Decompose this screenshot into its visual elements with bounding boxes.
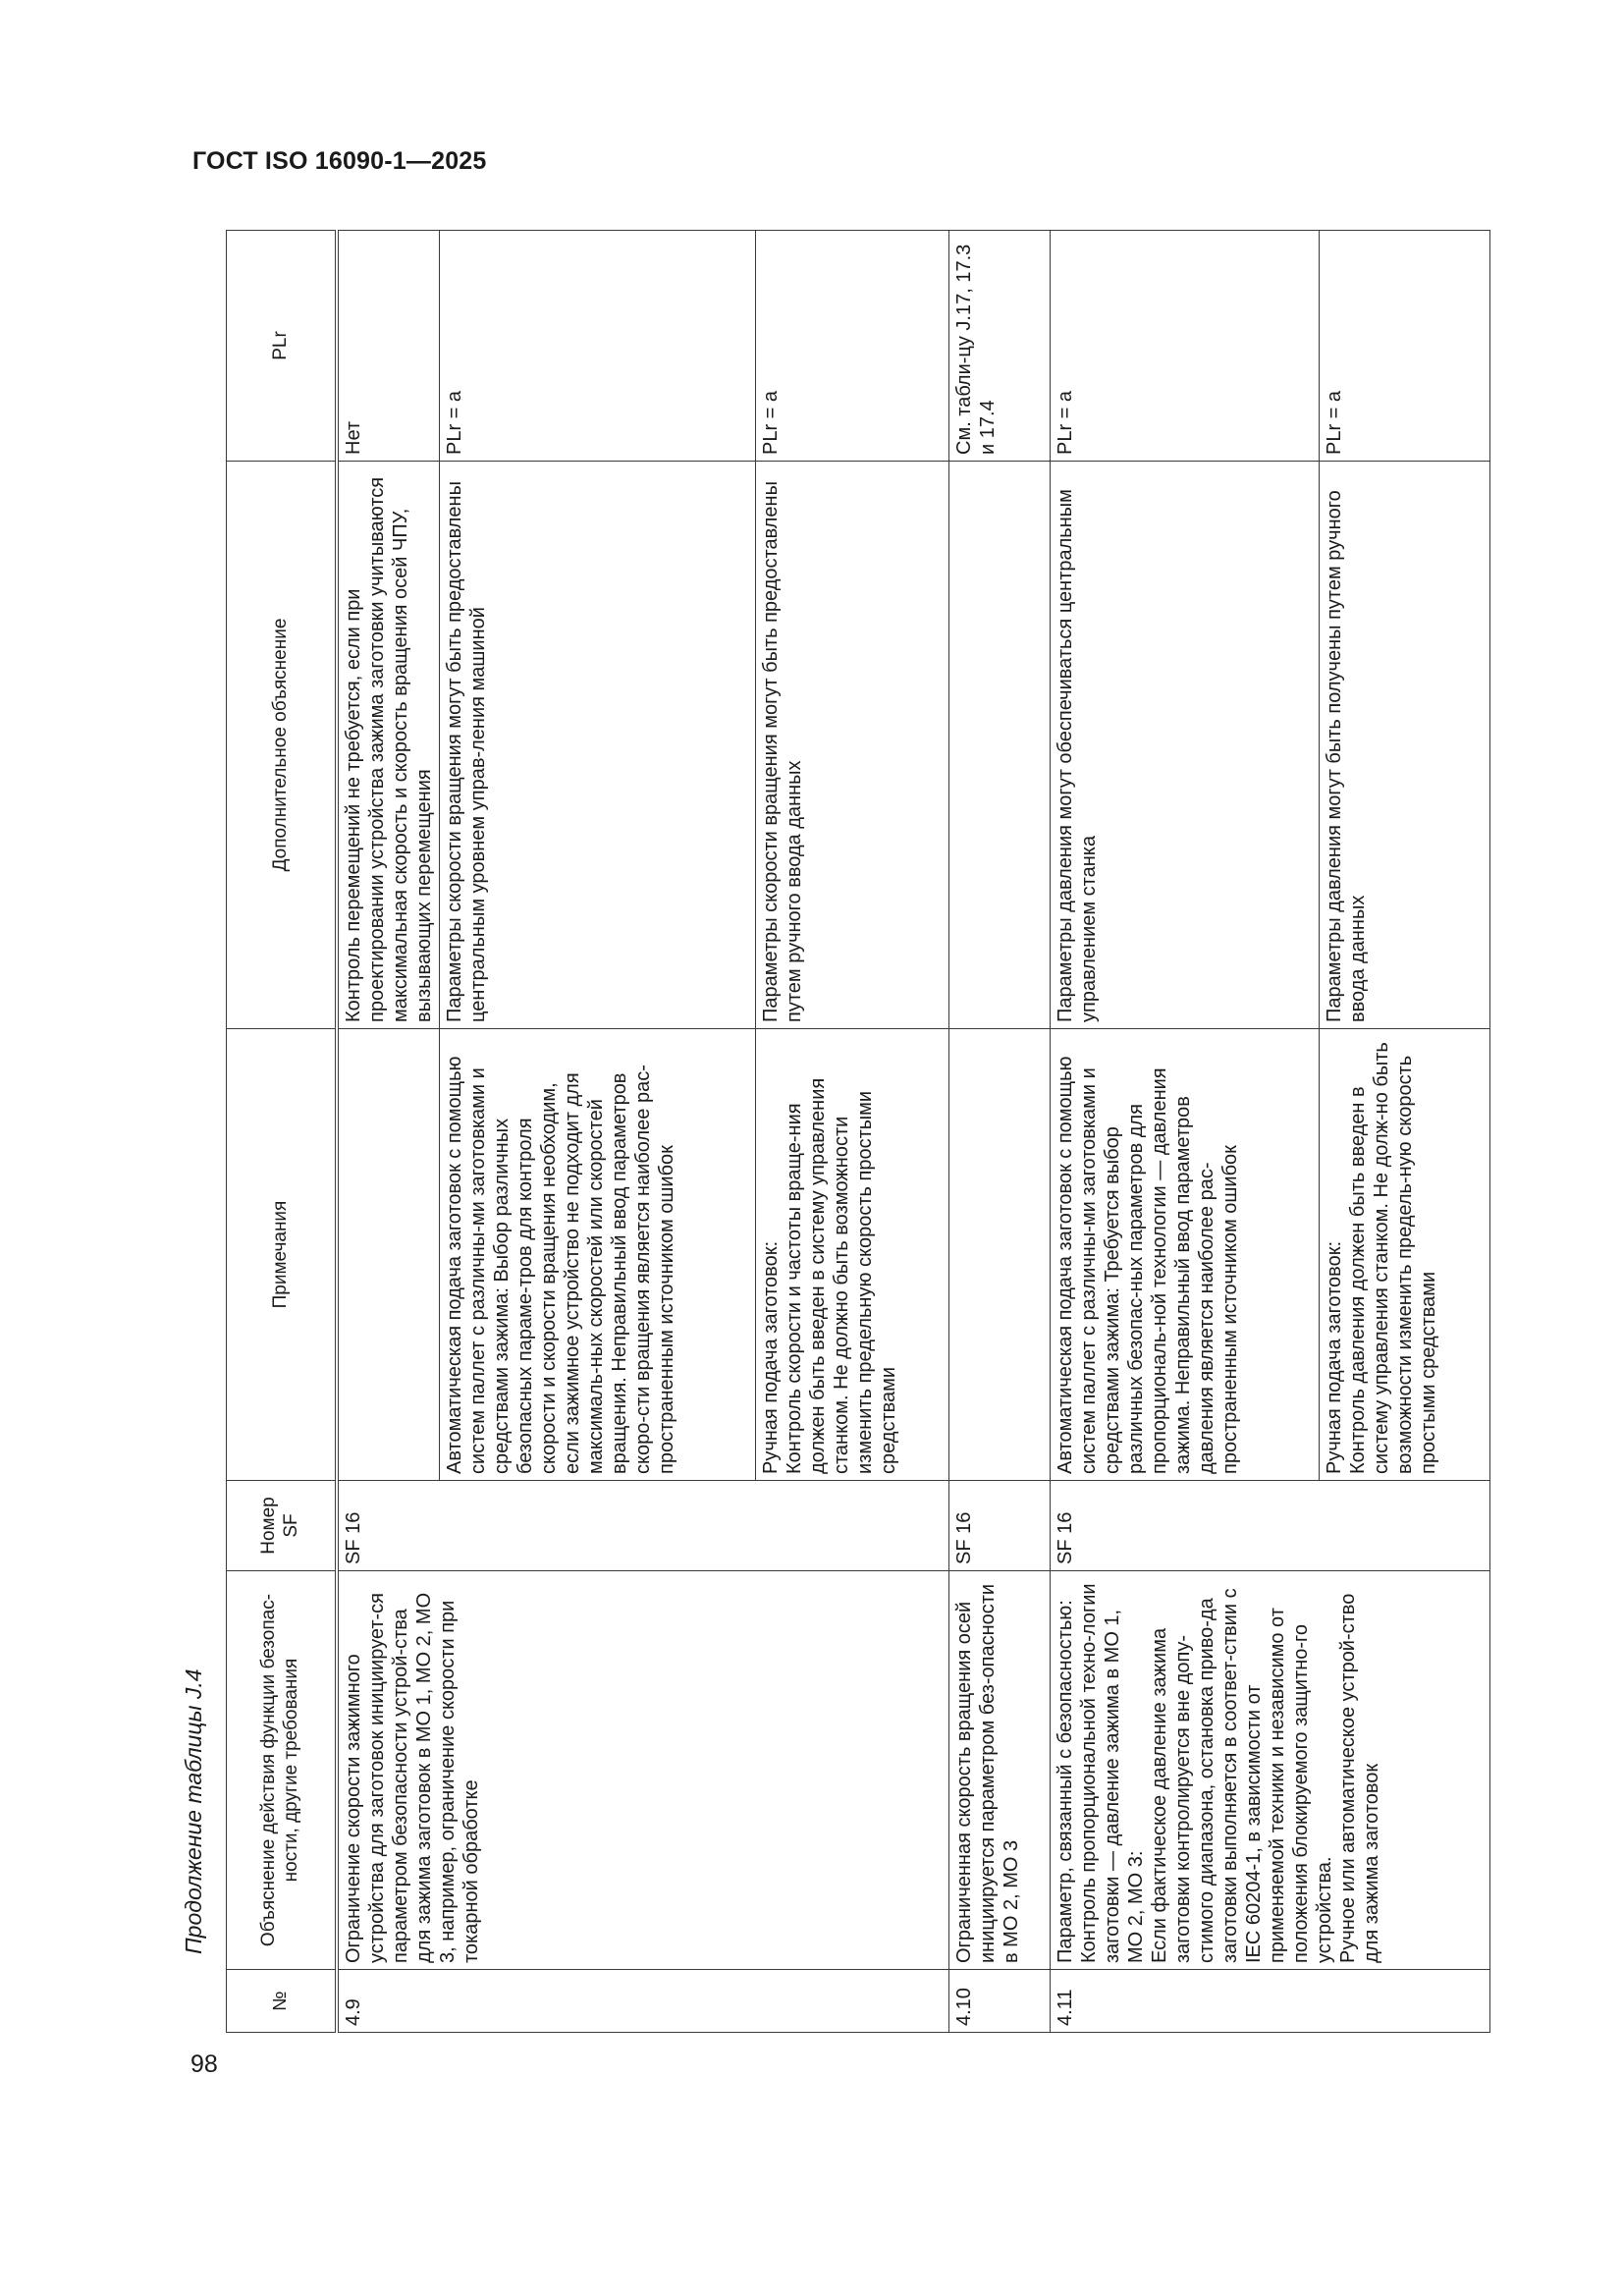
- row-additional: Параметры скорости вращения могут быть предоставлены путем ручного ввода данных: [756, 462, 949, 1029]
- requirements-table: [226, 230, 1490, 2033]
- row-number: 4.11: [1051, 1970, 1490, 2033]
- row-additional: Параметры давления могут обеспечиваться центральным управлением станка: [1051, 462, 1319, 1029]
- row-plr: PLr = a: [1051, 231, 1319, 462]
- row-additional: [949, 462, 1051, 1029]
- row-notes: Ручная подача заготовок: Контроль давления должен быть введен в систему управления станком. Не долж-но быть возможности изменить предель-ную скорость простыми средствами: [1319, 1029, 1489, 1481]
- table-caption: Продолжение таблицы J.4: [181, 1668, 206, 1954]
- row-notes: [949, 1029, 1051, 1481]
- row-explanation: Ограничение скорости зажимного устройства для заготовок инициирует-ся параметром безопасности устрой-ства для зажима заготовок в МО 1, МО 2, МО 3, например, ограничение скорости при токарной обработке: [337, 1571, 949, 1970]
- row-plr: См. табли-цу J.17, 17.3 и 17.4: [949, 231, 1051, 462]
- column-header-additional: Дополнительное объяснение: [227, 462, 338, 1029]
- row-plr: PLr = a: [440, 231, 756, 462]
- row-explanation: Параметр, связанный с безопасностью: Контроль пропорциональной техно-логии заготовки — давление зажима в МО 1, МО 2, МО 3: Если фактическое давление зажима заготовки контролируется вне допу-стимого диапазона, остановка приво-да заготовки выполняется в соответ-ствии с IEC 60204-1, в зависимости от применяемой техники и независимо от положения блокируемого защитно-го устройства. Ручное или автоматическое устрой-ство для зажима заготовок: [1051, 1571, 1490, 1970]
- column-header-plr: PLr: [227, 231, 338, 462]
- row-explanation: Ограниченная скорость вращения осей инициируется параметром без-опасности в МО 2, МО 3: [949, 1571, 1051, 1970]
- row-additional: Параметры скорости вращения могут быть предоставлены центральным уровнем управ-ления машиной: [440, 462, 756, 1029]
- column-header-notes: Примечания: [227, 1029, 338, 1481]
- row-sf-number: SF 16: [337, 1481, 949, 1571]
- table-row: [949, 231, 1051, 2033]
- row-notes: Ручная подача заготовок: Контроль скорости и частоты враще-ния должен быть введен в систему управления станком. Не должно быть возможности изменить предельную скорость простыми средствами: [756, 1029, 949, 1481]
- row-additional: Контроль перемещений не требуется, если при проектировании устройства зажима заготовки учитываются максимальная скорость и скорость вращения осей ЧПУ, вызывающих перемещения: [337, 462, 440, 1029]
- column-header-explanation: Объяснение действия функции безопас- ности, другие требования: [227, 1571, 338, 1970]
- row-sf-number: SF 16: [1051, 1481, 1490, 1571]
- table-row: [1051, 231, 1319, 2033]
- page-number: 98: [190, 2050, 218, 2078]
- row-notes: Автоматическая подача заготовок с помощью систем паллет с различны-ми заготовками и средствами зажима: Требуется выбор различных безопас-ных параметров для пропорциональ-ной технологии — давления зажима. Неправильный ввод параметров давления является наиболее рас-пространенным источником ошибок: [1051, 1029, 1319, 1481]
- row-number: 4.9: [337, 1970, 949, 2033]
- row-plr: Нет: [337, 231, 440, 462]
- document-header: ГОСТ ISO 16090-1—2025: [192, 147, 487, 175]
- row-additional: Параметры давления могут быть получены путем ручного ввода данных: [1319, 462, 1489, 1029]
- rotated-table-container: [226, 231, 1490, 2033]
- row-sf-number: SF 16: [949, 1481, 1051, 1571]
- row-number: 4.10: [949, 1970, 1051, 2033]
- column-header-number: №: [227, 1970, 338, 2033]
- row-plr: PLr = a: [756, 231, 949, 462]
- row-notes: [337, 1029, 440, 1481]
- table-row: [337, 231, 440, 2033]
- row-notes: Автоматическая подача заготовок с помощью систем паллет с различны-ми заготовками и средствами зажима: Выбор различных безопасных параме-тров для контроля скорости и скорости вращения необходим, если зажимное устройство не подходит для максималь-ных скоростей или скоростей вращения. Неправильный ввод параметров скоро-сти вращения является наиболее рас-пространенным источником ошибок: [440, 1029, 756, 1481]
- column-header-sf-number: Номер SF: [227, 1481, 338, 1571]
- row-plr: PLr = a: [1319, 231, 1489, 462]
- table-header-row: [227, 231, 338, 2033]
